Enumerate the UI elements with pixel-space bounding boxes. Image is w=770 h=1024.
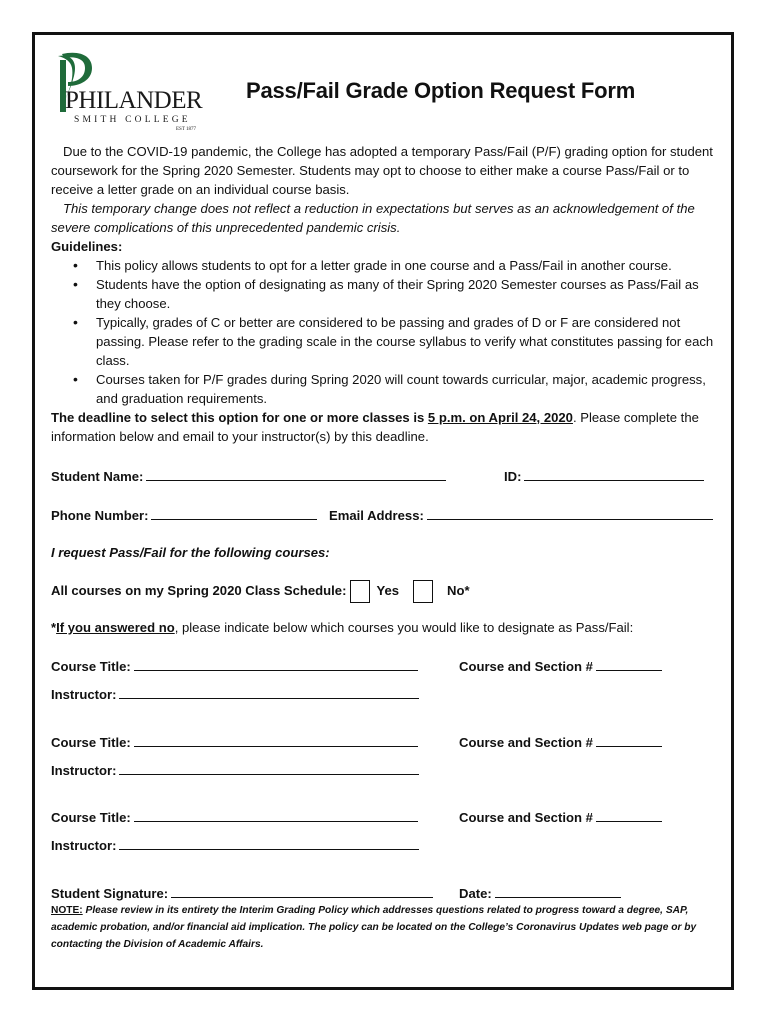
college-logo — [52, 50, 224, 132]
list-item: • This policy allows students to opt for a letter grade in one course and a Pass/Fail in another course. — [96, 256, 719, 275]
list-item: • Typically, grades of C or better are considered to be passing and grades of D or F are considered not passing. Please refer to the grading scale in the course syllabus to verify what constitutes passing for each class. — [96, 313, 719, 370]
svg-text:PHILANDER: PHILANDER — [65, 87, 203, 114]
course-title-input[interactable] — [134, 734, 418, 747]
request-heading: I request Pass/Fail for the following courses: — [51, 545, 330, 560]
instructor-field-3[interactable] — [51, 837, 419, 853]
instructor-input[interactable] — [119, 837, 419, 850]
id-label: ID: — [504, 469, 522, 484]
if-answered-no-text — [51, 620, 633, 635]
course-section-input[interactable] — [596, 658, 662, 671]
all-courses-label: All courses on my Spring 2020 Class Schedule: — [51, 583, 347, 598]
course-title-field-1[interactable] — [51, 658, 418, 674]
signature-input[interactable] — [171, 885, 433, 898]
course-title-input[interactable] — [134, 809, 418, 822]
guidelines-list — [51, 256, 719, 408]
instructor-label: Instructor: — [51, 838, 117, 853]
course-section-field-2[interactable] — [459, 734, 662, 750]
course-section-label: Course and Section # — [459, 735, 593, 750]
no-label: No* — [447, 583, 470, 598]
email-field[interactable] — [329, 507, 713, 523]
if-answered-no-tail: , please indicate below which courses you would like to designate as Pass/Fail: — [174, 620, 634, 635]
course-section-input[interactable] — [596, 809, 662, 822]
form-instructions — [51, 142, 719, 446]
deadline-lead: The deadline to select this option for one or more classes is — [51, 410, 428, 425]
asterisk: * — [51, 620, 57, 635]
note-text: Please review in its entirety the Interim Grading Policy which addresses questions related to progress toward a degree, SAP, academic probation, and/or financial aid implication. The policy can be located on the College’s Coronavirus Updates web page or by contacting the Division of Academic Affairs. — [51, 905, 697, 950]
course-title-input[interactable] — [134, 658, 418, 671]
course-title-label: Course Title: — [51, 810, 131, 825]
course-section-input[interactable] — [596, 734, 662, 747]
if-answered-no-underlined: If you answered no — [56, 620, 175, 635]
instructor-field-1[interactable] — [51, 686, 419, 702]
deadline-tail: . Please complete the information below and email to your instructor(s) by this deadline. — [51, 410, 699, 444]
instructor-input[interactable] — [119, 686, 419, 699]
instructor-label: Instructor: — [51, 687, 117, 702]
instructor-label: Instructor: — [51, 763, 117, 778]
no-checkbox[interactable] — [413, 580, 433, 603]
student-name-field[interactable] — [51, 468, 446, 484]
list-item: • Courses taken for P/F grades during Spring 2020 will count towards curricular, major, academic progress, and graduation requirements. — [96, 370, 719, 408]
id-input[interactable] — [524, 468, 704, 481]
instructor-input[interactable] — [119, 762, 419, 775]
course-section-field-1[interactable] — [459, 658, 662, 674]
phone-field[interactable] — [51, 507, 317, 523]
course-section-label: Course and Section # — [459, 659, 593, 674]
date-label: Date: — [459, 886, 492, 901]
yes-checkbox[interactable] — [350, 580, 370, 603]
intro-paragraph: Due to the COVID-19 pandemic, the College has adopted a temporary Pass/Fail (P/F) grading option for student coursework for the Spring 2020 Semester. Students may opt to choose to either make a course Pass/Fail or to receive a letter grade on an individual course basis. — [51, 144, 713, 197]
guidelines-heading: Guidelines: — [51, 239, 123, 254]
student-name-input[interactable] — [146, 468, 446, 481]
course-title-label: Course Title: — [51, 735, 131, 750]
signature-label: Student Signature: — [51, 886, 169, 901]
email-label: Email Address: — [329, 508, 424, 523]
email-input[interactable] — [427, 507, 713, 520]
course-section-field-3[interactable] — [459, 809, 662, 825]
phone-label: Phone Number: — [51, 508, 149, 523]
list-item: • Students have the option of designating as many of their Spring 2020 Semester courses as Pass/Fail as they choose. — [96, 275, 719, 313]
date-field[interactable] — [459, 885, 621, 901]
svg-text:EST 1877: EST 1877 — [176, 127, 197, 132]
signature-field[interactable] — [51, 885, 433, 901]
id-field[interactable] — [504, 468, 704, 484]
deadline-date: 5 p.m. on April 24, 2020 — [427, 410, 573, 425]
student-name-label: Student Name: — [51, 469, 144, 484]
course-title-field-2[interactable] — [51, 734, 418, 750]
note-label: NOTE: — [51, 905, 83, 916]
date-input[interactable] — [495, 885, 621, 898]
all-courses-row — [51, 578, 470, 604]
yes-label: Yes — [376, 583, 400, 598]
course-section-label: Course and Section # — [459, 810, 593, 825]
phone-input[interactable] — [151, 507, 317, 520]
policy-note — [51, 902, 723, 953]
course-title-field-3[interactable] — [51, 809, 418, 825]
svg-text:SMITH COLLEGE: SMITH COLLEGE — [74, 115, 191, 125]
course-title-label: Course Title: — [51, 659, 131, 674]
deadline-paragraph — [51, 408, 719, 446]
instructor-field-2[interactable] — [51, 762, 419, 778]
page-title: Pass/Fail Grade Option Request Form — [246, 78, 636, 103]
intro-note: This temporary change does not reflect a reduction in expectations but serves as an acknowledgement of the severe complications of this unprecedented pandemic crisis. — [51, 201, 695, 235]
